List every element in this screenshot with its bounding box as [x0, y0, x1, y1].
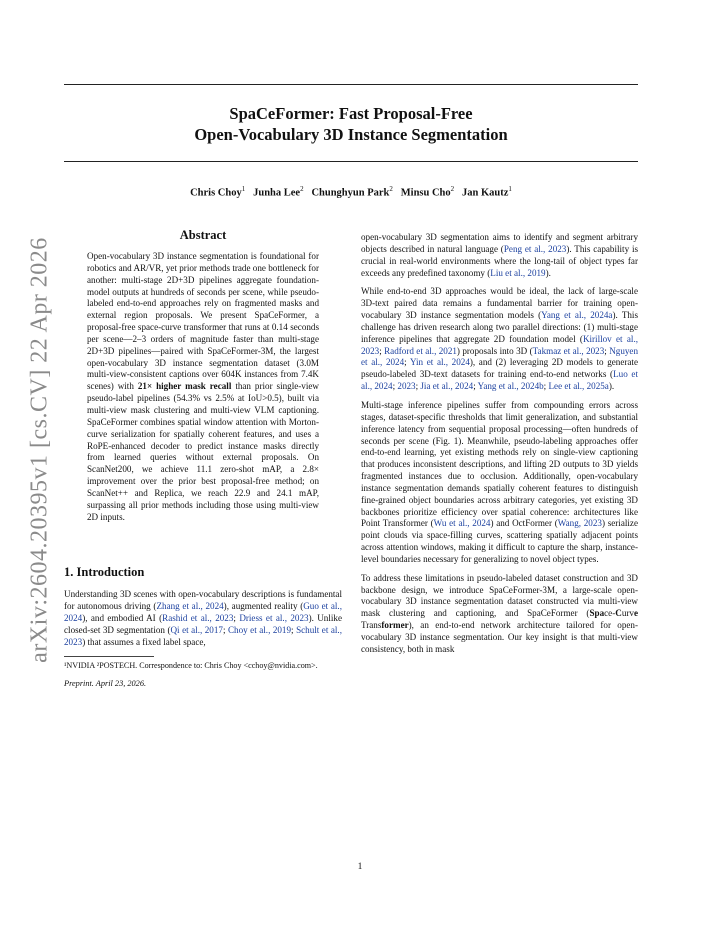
text-run: ). This capability is crucial in real-world environments where the long-tail of object types far exceeds any predefined taxonomy (: [361, 243, 639, 278]
author-name: Minsu Cho: [400, 187, 451, 199]
abstract-heading: Abstract: [179, 228, 227, 242]
left-column: [64, 228, 342, 688]
intro-paragraph: [361, 232, 638, 279]
title-top-rule: [64, 84, 638, 85]
author-name: Chris Choy: [190, 187, 242, 199]
bold-letters: Spa: [589, 608, 605, 619]
citation-link[interactable]: Yang et al., 2024a: [541, 310, 613, 321]
citation-link[interactable]: Yin et al., 2024: [409, 357, 470, 368]
author-affiliation: 2: [389, 185, 393, 193]
abstract-highlight: 21× higher mask recall: [137, 381, 232, 392]
text-run: ), and (2) leveraging 2D models to generate pseudo-labeled 3D-text datasets for training end-to-end networks (: [361, 357, 638, 380]
text-run: ;: [404, 357, 410, 368]
text-run: ;: [222, 624, 228, 635]
footnote-rule: [64, 656, 154, 657]
citation-link[interactable]: Wang, 2023: [557, 518, 602, 529]
citation-link[interactable]: Qi et al., 2017: [170, 624, 223, 635]
text-run: ;: [379, 345, 385, 356]
citation-link[interactable]: Radford et al., 2021: [384, 345, 457, 356]
text-run: ).: [545, 267, 551, 278]
text-run: ce-: [604, 608, 616, 619]
text-run: ) that assumes a fixed label space,: [82, 636, 206, 647]
abstract-part: than prior single-view pseudo-label pipelines (54.3% vs 2.5% at IoU>0.5), built via multi-view mask clustering and multi-view VLM captioning. SpaCeFormer combines spatial window attention with Morton-curve serialization for spatially coherent features, and uses a RoPE-enhanced decoder to predict instance masks directly from learned queries without external proposals. On ScanNet200, we achieve 11.1 zero-shot mAP, a 2.8× improvement over the prior best proposal-free method; on ScanNet++ and Replica, we reach 22.9 and 24.1 mAP, surpassing all prior methods including those using multi-view 2D inputs.: [87, 381, 319, 522]
citation-link[interactable]: Jia et al., 2024: [420, 381, 474, 392]
citation-link[interactable]: Driess et al., 2023: [239, 613, 309, 624]
text-run: ;: [415, 381, 421, 392]
text-run: ).: [608, 381, 615, 392]
title-line-1: SpaCeFormer: Fast Proposal-Free: [229, 104, 473, 123]
text-run: To address these limitations in pseudo-labeled dataset construction and 3D backbone design, we introduce SpaCeFormer-3M, a large-scale open-vocabulary 3D instance segmentation dataset constructed via multi-view mask clustering and captioning, and SpaCeFormer (: [361, 572, 638, 619]
citation-link[interactable]: Takmaz et al., 2023: [532, 345, 605, 356]
citation-link[interactable]: Guo et al., 2024: [64, 601, 342, 624]
title-line-2: Open-Vocabulary 3D Instance Segmentation: [194, 125, 508, 144]
text-run: ;: [604, 345, 610, 356]
text-run: ;: [543, 381, 549, 392]
author-name: Jan Kautz: [462, 187, 509, 199]
author-affiliation: 1: [508, 185, 512, 193]
citation-link[interactable]: Luo et al., 2024: [361, 369, 638, 392]
section-heading-introduction: 1. Introduction: [64, 565, 145, 580]
text-run: ;: [473, 381, 478, 392]
text-run: ). Unlike closed-set 3D segmentation (: [64, 613, 342, 635]
author-affiliation: 2: [300, 185, 304, 193]
arxiv-identifier: arXiv:2604.20395v1 [cs.CV] 22 Apr 2026: [26, 237, 53, 663]
citation-link[interactable]: Choy et al., 2019: [227, 624, 292, 635]
preprint-date: Preprint. April 23, 2026.: [64, 679, 147, 689]
citation-link[interactable]: 2023: [397, 381, 416, 392]
citation-link[interactable]: Rashid et al., 2023: [162, 613, 234, 624]
text-run: ;: [291, 624, 297, 635]
citation-link[interactable]: Zhang et al., 2024: [156, 601, 224, 612]
text-run: Trans: [361, 620, 382, 631]
text-run: ;: [233, 613, 240, 624]
text-run: Understanding 3D scenes with open-vocabulary descriptions is fundamental for autonomous driving (: [64, 589, 342, 612]
bold-letters: C: [615, 608, 622, 619]
author-affiliation: 2: [450, 185, 455, 193]
citation-link[interactable]: Lee et al., 2025a: [548, 381, 609, 392]
text-run: Multi-stage inference pipelines suffer from compounding errors across stages, dataset-specific thresholds that limit generalization, and substantial inference latency from sequential proposal processing—often hundreds of seconds per scene (Fig. 1). Meanwhile, pseudo-labeling approaches offer end-to-end learning, yet existing methods rely on single-view captioning that produces inconsistent descriptions, and lifting 2D outputs to 3D yields fragmented instances due to occlusion. Additionally, open-vocabulary instance segmentation demands spatially coherent features to distinguish fine-grained object boundaries across arbitrary categories, yet existing 3D backbones prioritize efficiency over spatial coherence: architectures like Point Transformer (: [361, 399, 638, 529]
bold-letters: e: [633, 608, 638, 619]
text-run: open-vocabulary 3D segmentation aims to identify and segment arbitrary objects described in natural language (: [361, 232, 638, 254]
affiliation-footnote: ¹NVIDIA ²POSTECH. Correspondence to: Chris Choy <cchoy@nvidia.com>.: [64, 660, 318, 670]
text-run: ), and embodied AI (: [82, 613, 163, 624]
citation-link[interactable]: Wu et al., 2024: [433, 518, 491, 529]
text-run: urv: [621, 608, 634, 619]
text-run: ). This challenge has driven research along two parallel directions: (1) multi-stage inference pipelines that aggregate 2D foundation model (: [361, 310, 638, 344]
paper-title: [64, 103, 638, 145]
abstract-part: Open-vocabulary 3D instance segmentation is foundational for robotics and AR/VR, yet prior methods trade one bottleneck for another: multi-stage 2D+3D pipelines aggregate foundation-model outputs at hundreds of seconds per scene, while pseudo-labeled end-to-end approaches rely on fragmented masks and external region proposals. We present SpaCeFormer, a proposal-free space-curve transformer that runs at 0.14 seconds per scene—2–3 orders of magnitude faster than multi-stage 2D+3D pipelines—paired with SpaCeFormer-3M, the largest open-vocabulary 3D instance segmentation dataset (3.0M multi-view-consistent captions over 604K instances from 7.4K scenes) with: [87, 251, 319, 392]
title-bottom-rule: [64, 161, 638, 162]
citation-link[interactable]: Kirillov et al., 2023: [361, 333, 638, 356]
bold-letters: former: [381, 620, 409, 631]
text-run: ), augmented reality (: [223, 601, 304, 612]
text-run: ) serialize point clouds via space-filling curves, scattering spatially adjacent points across attention windows, making it difficult to capture the sharp, instance-level boundaries necessary for generalizing to novel object types.: [361, 518, 638, 564]
text-run: While end-to-end 3D approaches would be ideal, the lack of large-scale 3D-text paired data remains a fundamental barrier for training open-vocabulary 3D instance segmentation models (: [361, 286, 638, 321]
author-name: Junha Lee: [253, 187, 301, 199]
citation-link[interactable]: Liu et al., 2019: [490, 267, 546, 278]
intro-paragraph: [361, 573, 638, 656]
text-run: ) proposals into 3D (: [456, 345, 533, 356]
text-run: ), an end-to-end network architecture tailored for open-vocabulary 3D instance segmentation. Our key insight is that multi-view consistency, both in mask: [361, 620, 638, 654]
text-run: ;: [392, 381, 398, 392]
citation-link[interactable]: Yang et al., 2024b: [477, 381, 544, 392]
text-run: ) and OctFormer (: [490, 518, 558, 529]
author-affiliation: 1: [241, 185, 246, 193]
page-number: 1: [357, 862, 363, 872]
right-column: [361, 232, 638, 663]
citation-link[interactable]: Peng et al., 2023: [503, 243, 567, 254]
citation-link[interactable]: Nguyen et al., 2024: [361, 345, 638, 368]
citation-link[interactable]: Schult et al., 2023: [64, 624, 342, 647]
intro-paragraph: [64, 589, 342, 648]
abstract-text: [87, 251, 319, 523]
author-name: Chunghyun Park: [311, 187, 390, 199]
intro-paragraph: [361, 286, 638, 393]
author-list: [64, 185, 638, 199]
intro-paragraph: [361, 400, 638, 566]
